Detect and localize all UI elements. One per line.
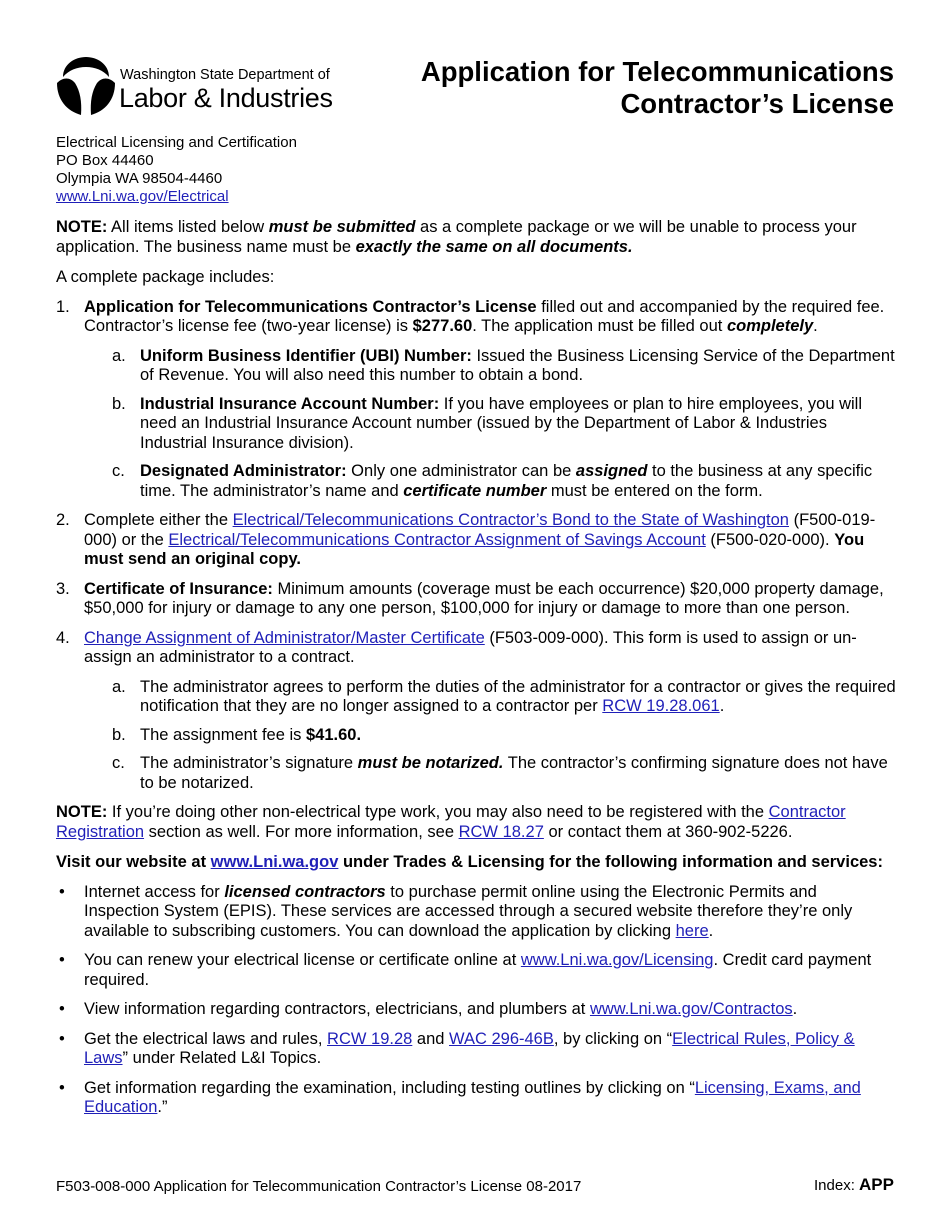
list-item-view-contractors: • View information regarding contractors, electricians, and plumbers at www.Lni.wa.gov/Contractos. bbox=[59, 1000, 798, 1018]
savings-account-form-link[interactable]: Electrical/Telecommunications Contractor Assignment of Savings Account bbox=[168, 530, 706, 549]
list-item-assignment-fee: b. The assignment fee is $41.60. bbox=[112, 725, 362, 744]
licensing-exams-link[interactable]: Licensing, Exams, and Education bbox=[84, 1078, 861, 1116]
assignment-sublist bbox=[84, 678, 896, 794]
list-item-change-assignment: 4. Change Assignment of Administrator/Master Certificate (F503-009-000). This form is used to assign or un-assign an administrator to a contract. a. The administrator agrees to perform the duties of the administrator for a contractor or gives the required notification that they are no longer assigned to a contractor per RCW 19.28.061. b. The assignment fee is $41.60. c. The administrator’s signature must be notarized. The contractor’s confirming signature does not have to be notarized. bbox=[56, 628, 896, 792]
requirements-list bbox=[56, 298, 896, 794]
note-submission: NOTE: All items listed below must be submitted as a complete package or we will be unable to process your application. The business name must be exactly the same on all documents. bbox=[56, 218, 857, 256]
services-list bbox=[56, 883, 896, 1118]
list-item-examination: • Get information regarding the examination, including testing outlines by clicking on “Licensing, Exams, and Education.” bbox=[59, 1078, 861, 1116]
contractor-registration-link[interactable]: Contractor Registration bbox=[56, 803, 846, 841]
list-item-laws-rules: • Get the electrical laws and rules, RCW 19.28 and WAC 296-46B, by clicking on “Electrical Rules, Policy & Laws” under Related L&I Topics. bbox=[59, 1029, 855, 1067]
address-line-1: Electrical Licensing and Certification bbox=[56, 134, 297, 151]
title-line-1: Application for Telecommunications bbox=[420, 56, 894, 87]
note-label: NOTE: bbox=[56, 218, 108, 236]
contractors-link[interactable]: www.Lni.wa.gov/Contractos bbox=[589, 1000, 793, 1018]
rcw-18-27-link[interactable]: RCW 18.27 bbox=[458, 822, 544, 841]
rcw-19-28-link[interactable]: RCW 19.28 bbox=[327, 1029, 413, 1048]
epis-download-link[interactable]: here bbox=[675, 921, 709, 940]
application-sublist bbox=[84, 347, 896, 502]
index-label: Index: APP bbox=[814, 1175, 894, 1194]
list-item-epis: • Internet access for licensed contractors to purchase permit online using the Electronic Permits and Inspection System (EPIS). These services are accessed through a secured website therefore they’re only available to subscribing customers. You can download the application by clicking here. bbox=[59, 882, 853, 940]
list-item-insurance-account: b. Industrial Insurance Account Number: If you have employees or plan to hire employees, you will need an Industrial Insurance Account number (issued by the Department of Labor & Industries Industrial Insurance division). bbox=[112, 394, 862, 452]
index-value: APP bbox=[859, 1175, 894, 1194]
form-number: F503-008-000 Application for Telecommunication Contractor’s License 08-2017 bbox=[56, 1178, 582, 1195]
lni-website-link[interactable]: www.Lni.wa.gov bbox=[210, 853, 339, 871]
address-block bbox=[56, 134, 297, 206]
page-title bbox=[421, 56, 894, 120]
logo-line-1: Washington State Department of bbox=[120, 67, 330, 83]
wac-296-46b-link[interactable]: WAC 296-46B bbox=[449, 1029, 554, 1048]
list-item-ubi: a. Uniform Business Identifier (UBI) Number: Issued the Business Licensing Service of the Department of Revenue. You will also need this number to obtain a bond. bbox=[112, 346, 895, 384]
address-line-3: Olympia WA 98504-4460 bbox=[56, 170, 223, 187]
title-line-2: Contractor’s License bbox=[620, 88, 894, 119]
electrical-website-link[interactable]: www.Lni.wa.gov/Electrical bbox=[56, 188, 229, 205]
list-item-administrator: c. Designated Administrator: Only one administrator can be assigned to the business at any specific time. The administrator’s name and certificate number must be entered on the form. bbox=[112, 462, 873, 500]
list-item-certificate-insurance: 3. Certificate of Insurance: Minimum amounts (coverage must be each occurrence) $20,000 property damage, $50,000 for injury or damage to any one person, $100,000 for injury or damage to more than one person. bbox=[56, 579, 884, 617]
list-item-notarized: c. The administrator’s signature must be notarized. The contractor’s confirming signature does not have to be notarized. bbox=[112, 754, 888, 792]
bond-form-link[interactable]: Electrical/Telecommunications Contractor’s Bond to the State of Washington bbox=[232, 511, 789, 529]
package-intro: A complete package includes: bbox=[56, 268, 275, 286]
lni-logo bbox=[55, 55, 333, 119]
licensing-link[interactable]: www.Lni.wa.gov/Licensing bbox=[520, 951, 714, 969]
address-line-2: PO Box 44460 bbox=[56, 152, 154, 169]
change-assignment-link[interactable]: Change Assignment of Administrator/Master Certificate bbox=[84, 628, 485, 647]
list-item-application: 1. Application for Telecommunications Contractor’s License filled out and accompanied by the required fee. Contractor’s license fee (two-year license) is $277.60. The application must be filled out completely. a. Uniform Business Identifier (UBI) Number: Issued the Business Licensing Service of the Department of Revenue. You will also need this number to obtain a bond. b. Industrial Insurance Account Number: If you have employees or plan to hire employees, you will need an Industrial Insurance Account number (issued by the Department of Labor & Industries Industrial Insurance division). c. Designated Administrator: Only one administrator can be assigned to the business at any specific time. The administrator’s name and certificate number must be entered on the form. bbox=[56, 297, 895, 500]
note-contractor-registration: NOTE: If you’re doing other non-electrical type work, you may also need to be registered with the Contractor Registration section as well. For more information, see RCW 18.27 or contact them at 360-902-5226. bbox=[56, 803, 846, 841]
main-content bbox=[56, 218, 896, 1128]
electrical-rules-link[interactable]: Electrical Rules, Policy & Laws bbox=[84, 1029, 855, 1067]
list-item-bond: 2. Complete either the Electrical/Telecommunications Contractor’s Bond to the State of Washington (F500-019-000) or the Electrical/Telecommunications Contractor Assignment of Savings Account (F500-020-000). You must send an original copy. bbox=[56, 511, 876, 568]
lni-logo-icon bbox=[55, 55, 117, 119]
list-item-admin-duties: a. The administrator agrees to perform the duties of the administrator for a contractor or gives the required notification that they are no longer assigned to a contractor per RCW 19.28.061. bbox=[112, 677, 896, 715]
logo-line-2: Labor & Industries bbox=[119, 83, 333, 113]
list-item-renew-license: • You can renew your electrical license or certificate online at www.Lni.wa.gov/Licensing. Credit card payment required. bbox=[59, 951, 872, 989]
visit-website-heading: Visit our website at www.Lni.wa.gov under Trades & Licensing for the following information and services: bbox=[56, 853, 883, 871]
rcw-19-28-061-link[interactable]: RCW 19.28.061 bbox=[602, 697, 720, 715]
